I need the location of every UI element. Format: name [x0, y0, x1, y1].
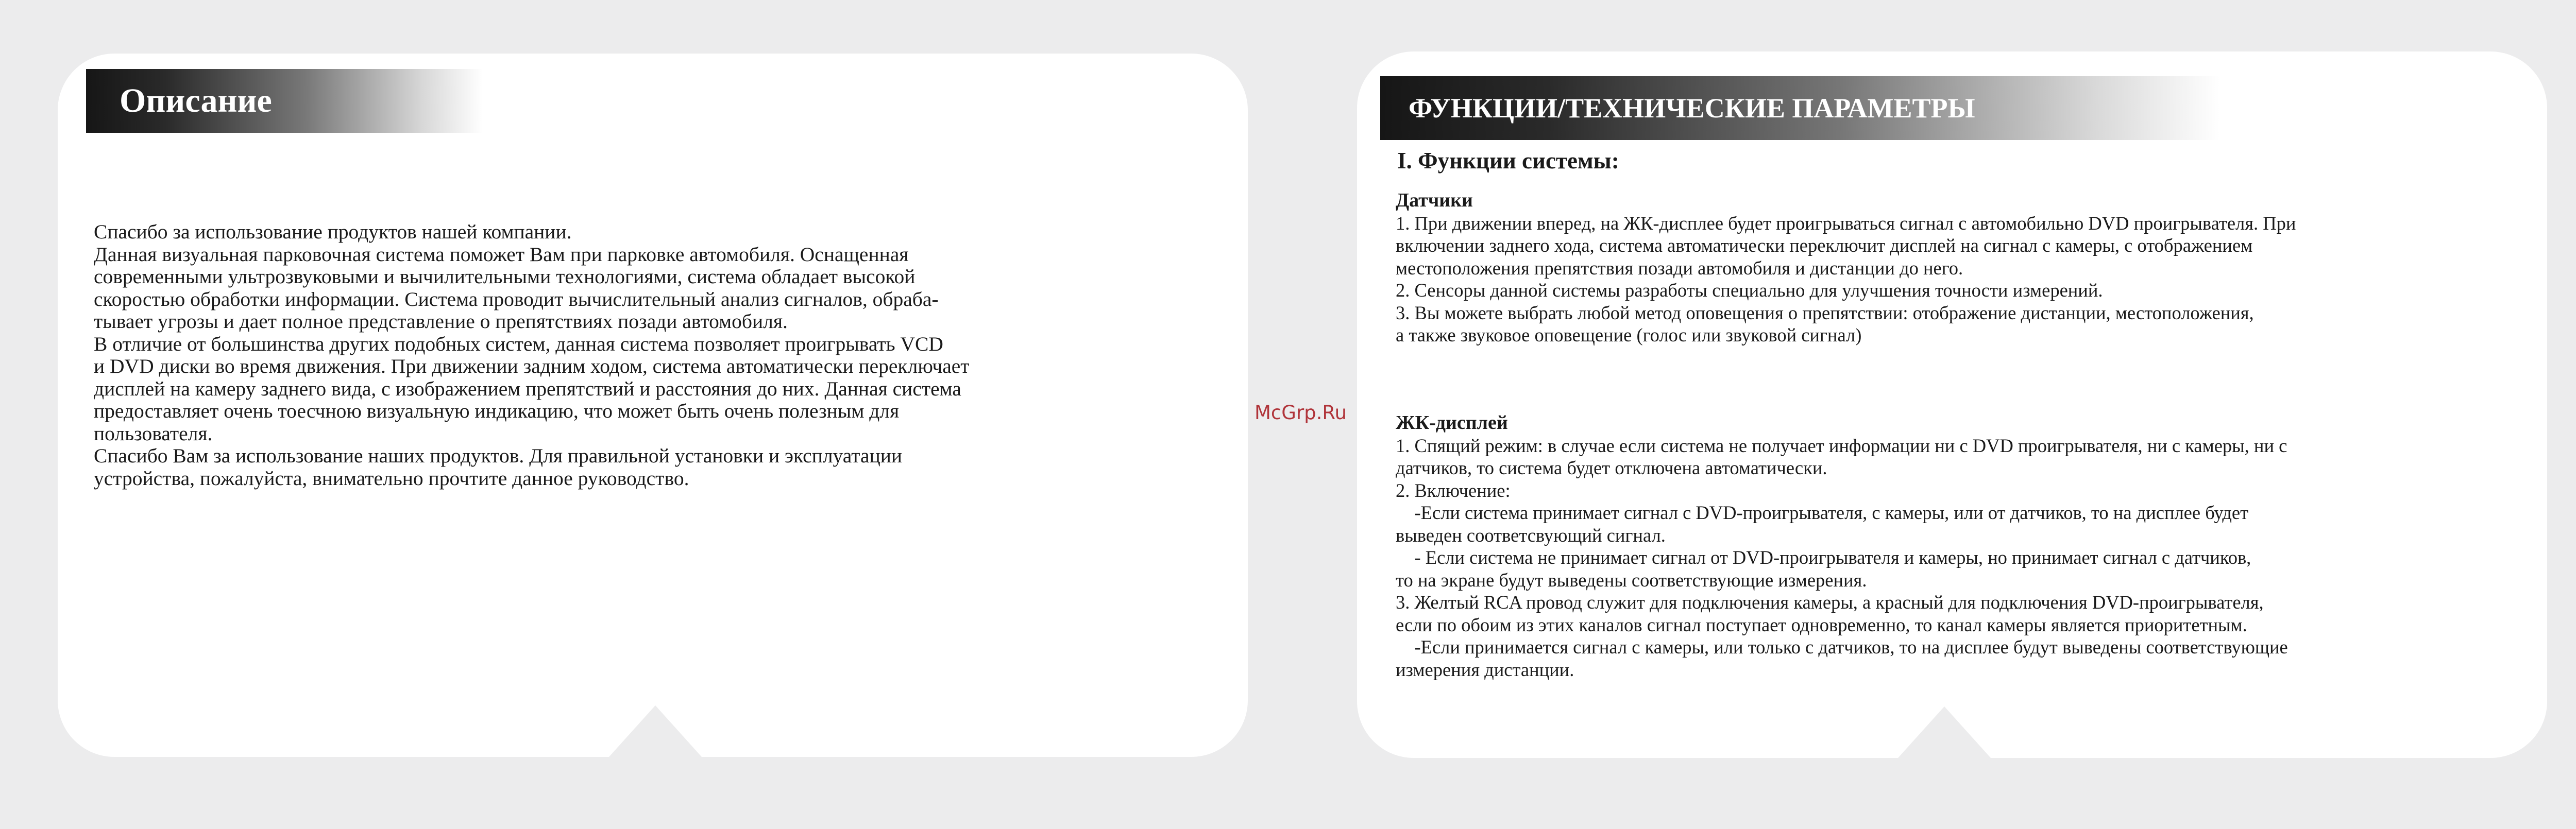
description-line: и DVD диски во время движения. При движении задним ходом, система автоматически переключает — [94, 355, 970, 377]
description-title: Описание — [120, 82, 272, 119]
description-line: Спасибо Вам за использование наших продуктов. Для правильной установки и эксплуатации — [94, 444, 902, 467]
lcd-line: измерения дистанции. — [1396, 659, 1574, 680]
right-page — [1357, 51, 2547, 758]
page-notch — [609, 705, 702, 757]
watermark-text: McGrp.Ru — [1255, 402, 1347, 424]
lcd-line: - Если система не принимает сигнал от DVD-проигрывателя и камеры, но принимает сигнал с датчиков, — [1396, 547, 2251, 568]
sensors-line: местоположения препятствия позади автомобиля и дистанции до него. — [1396, 257, 1963, 279]
system-functions-title: I. Функции системы: — [1397, 148, 1619, 174]
description-line: устройства, пожалуйста, внимательно прочтите данное руководство. — [94, 467, 689, 490]
sensors-line: 3. Вы можете выбрать любой метод оповещения о препятствии: отображение дистанции, местоположения, — [1396, 302, 2254, 323]
lcd-section — [1396, 412, 2529, 681]
description-text — [94, 221, 1217, 490]
left-page — [58, 54, 1248, 757]
description-line: Данная визуальная парковочная система поможет Вам при парковке автомобиля. Оснащенная — [94, 243, 909, 266]
sensors-line: 2. Сенсоры данной системы разработы специально для улучшения точности измерений. — [1396, 280, 2103, 301]
lcd-line: 2. Включение: — [1396, 479, 1511, 501]
lcd-line: то на экране будут выведены соответствующие измерения. — [1396, 569, 1867, 591]
sensors-section — [1396, 189, 2529, 347]
description-line: предоставляет очень тоесчною визуальную индикацию, что может быть очень полезным для — [94, 400, 900, 422]
lcd-line: 3. Желтый RCA провод служит для подключения камеры, а красный для подключения DVD-проигрывателя, — [1396, 592, 2264, 613]
description-line: скоростью обработки информации. Система проводит вычислительный анализ сигналов, обраба- — [94, 287, 939, 310]
description-line: тывает угрозы и дает полное представление о препятствиях позади автомобиля. — [94, 310, 788, 333]
description-line: дисплей на камеру заднего вида, с изображением препятствий и расстояния до них. Данная система — [94, 377, 961, 400]
lcd-line: 1. Спящий режим: в случае если система не получает информации ни с DVD проигрывателя, ни с камеры, ни с — [1396, 435, 2287, 456]
lcd-line: -Если принимается сигнал с камеры, или только с датчиков, то на дисплее будут выведены соответствующие — [1396, 636, 2288, 658]
functions-header — [1380, 76, 2220, 140]
sensors-heading: Датчики — [1396, 189, 1473, 211]
lcd-line: датчиков, то система будет отключена автоматически. — [1396, 457, 1827, 478]
functions-title: ФУНКЦИИ/ТЕХНИЧЕСКИЕ ПАРАМЕТРЫ — [1409, 93, 1975, 124]
lcd-heading: ЖК-дисплей — [1396, 412, 1508, 434]
description-line: Спасибо за использование продуктов нашей компании. — [94, 220, 572, 243]
sensors-line: включении заднего хода, система автоматически переключит дисплей на сигнал с камеры, с отображением — [1396, 235, 2253, 256]
lcd-line: если по обоим из этих каналов сигнал поступает одновременно, то канал камеры является приоритетным. — [1396, 614, 2247, 635]
sensors-line: 1. При движении вперед, на ЖК-дисплее будет проигрываться сигнал с автомобильно DVD проигрывателя. При — [1396, 212, 2296, 234]
sensors-line: а также звуковое оповещение (голос или звуковой сигнал) — [1396, 324, 1862, 346]
description-line: современными ультрозвуковыми и вычилительными технологиями, система обладает высокой — [94, 265, 916, 288]
description-line: пользователя. — [94, 422, 213, 445]
description-line: В отличие от большинства других подобных систем, данная система позволяет проигрывать VCD — [94, 332, 943, 355]
lcd-line: выведен соответсвующий сигнал. — [1396, 524, 1666, 546]
page-notch — [1898, 706, 1991, 758]
lcd-line: -Если система принимает сигнал с DVD-проигрывателя, с камеры, или от датчиков, то на дисплее будет — [1396, 502, 2249, 523]
description-header — [86, 69, 483, 133]
